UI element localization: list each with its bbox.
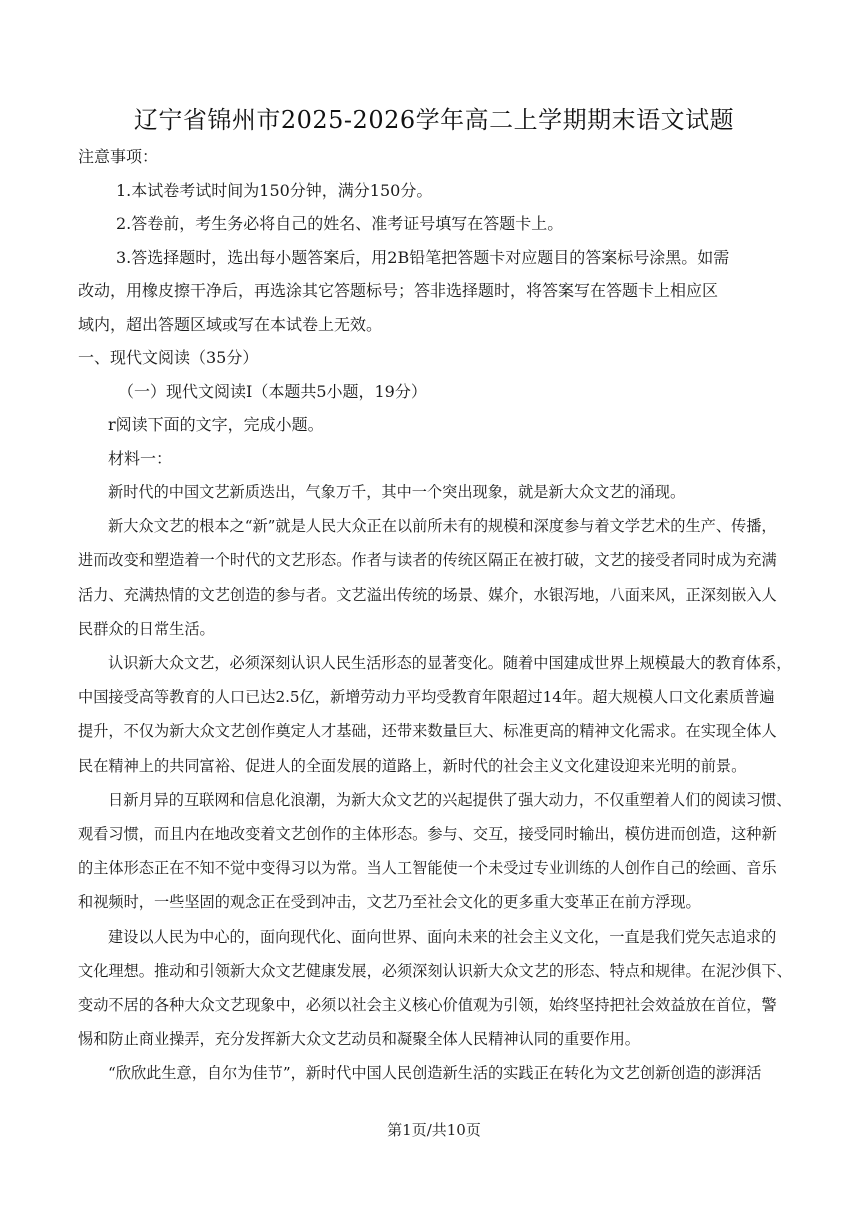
passage-paragraph	[78, 509, 790, 646]
paragraph-line: 和视频时，一些坚固的观念正在受到冲击，文艺乃至社会文化的更多重大变革正在前方浮现。	[78, 893, 701, 912]
reading-instruction: r阅读下面的文字，完成小题。	[108, 415, 324, 434]
section-heading: 一、现代文阅读（35分）	[78, 348, 259, 367]
paragraph-line: 民群众的日常生活。	[78, 619, 215, 638]
notice-item-3-line: 3.答选择题时，选出每小题答案后，用2B铅笔把答题卡对应题目的答案标号涂黑。如需	[116, 247, 730, 267]
paragraph-line: 建设以人民为中心的，面向现代化、面向世界、面向未来的社会主义文化，一直是我们党矢志追求的	[108, 927, 777, 946]
passage-paragraph	[78, 920, 790, 1057]
paragraph-line: 中国接受高等教育的人口已达2.5亿，新增劳动力平均受教育年限超过14年。超大规模人口文化素质普遍	[78, 688, 775, 707]
paragraph-line: “欣欣此生意，自尔为佳节”，新时代中国人民创造新生活的实践正在转化为文艺创新创造的澎湃活	[108, 1064, 762, 1083]
passage-paragraph	[78, 475, 790, 509]
notice-item-3-line: 改动，用橡皮擦干净后，再选涂其它答题标号；答非选择题时，将答案写在答题卡上相应区	[78, 281, 719, 300]
passage-paragraph	[78, 646, 790, 783]
notice-heading: 注意事项：	[78, 147, 159, 166]
paragraph-line: 认识新大众文艺，必须深刻认识人民生活形态的显著变化。随着中国建成世界上规模最大的教育体系，	[108, 654, 792, 673]
paragraph-line: 新大众文艺的根本之“新”就是人民大众正在以前所未有的规模和深度参与着文学艺术的生产、传播，	[108, 517, 777, 536]
passage-paragraph	[78, 783, 790, 920]
paragraph-line: 惕和防止商业操弄，充分发挥新大众文艺动员和凝聚全体人民精神认同的重要作用。	[78, 1030, 640, 1049]
paragraph-line: 活力、充满热情的文艺创造的参与者。文艺溢出传统的场景、媒介，水银泻地，八面来风，正深刻嵌入人	[78, 585, 777, 604]
paragraph-line: 进而改变和塑造着一个时代的文艺形态。作者与读者的传统区隔正在被打破，文艺的接受者同时成为充满	[78, 551, 777, 570]
paragraph-line: 观看习惯，而且内在地改变着文艺创作的主体形态。参与、交互，接受同时输出，模仿进而创造，这种新	[78, 825, 777, 844]
paragraph-line: 文化理想。推动和引领新大众文艺健康发展，必须深刻认识新大众文艺的形态、特点和规律。在泥沙俱下、	[78, 961, 792, 980]
paragraph-line: 日新月异的互联网和信息化浪潮，为新大众文艺的兴起提供了强大动力，不仅重塑着人们的阅读习惯、	[108, 790, 792, 809]
paragraph-line: 的主体形态正在不知不觉中变得习以为常。当人工智能使一个未受过专业训练的人创作自己的绘画、音乐	[78, 859, 777, 878]
passage-paragraph	[78, 1056, 790, 1090]
page-footer: 第1页/共10页	[387, 1121, 481, 1139]
notice-item-1: 1.本试卷考试时间为150分钟，满分150分。	[116, 180, 433, 200]
exam-content	[78, 140, 790, 1091]
notice-item-3-line: 域内，超出答题区域或写在本试卷上无效。	[78, 314, 383, 334]
paragraph-line: 变动不居的各种大众文艺现象中，必须以社会主义核心价值观为引领，始终坚持把社会效益放在首位，警	[78, 996, 777, 1015]
notice-item-2: 2.答卷前，考生务必将自己的姓名、准考证号填写在答题卡上。	[116, 214, 564, 233]
paragraph-line: 新时代的中国文艺新质迭出，气象万千，其中一个突出现象，就是新大众文艺的涌现。	[108, 483, 686, 501]
paragraph-line: 民在精神上的共同富裕、促进人的全面发展的道路上，新时代的社会主义文化建设迎来光明的前景。	[78, 756, 747, 775]
exam-title: 辽宁省锦州市2025-2026学年高二上学期期末语文试题	[133, 106, 735, 134]
reading-passage	[78, 475, 790, 1091]
notice-item-3	[78, 241, 790, 342]
sub-section-heading: （一）现代文阅读Ⅰ（本题共5小题，19分）	[118, 381, 427, 401]
paragraph-line: 提升，不仅为新大众文艺创作奠定人才基础，还带来数量巨大、标准更高的精神文化需求。在实现全体人	[78, 722, 777, 741]
material-label: 材料一：	[108, 448, 173, 468]
